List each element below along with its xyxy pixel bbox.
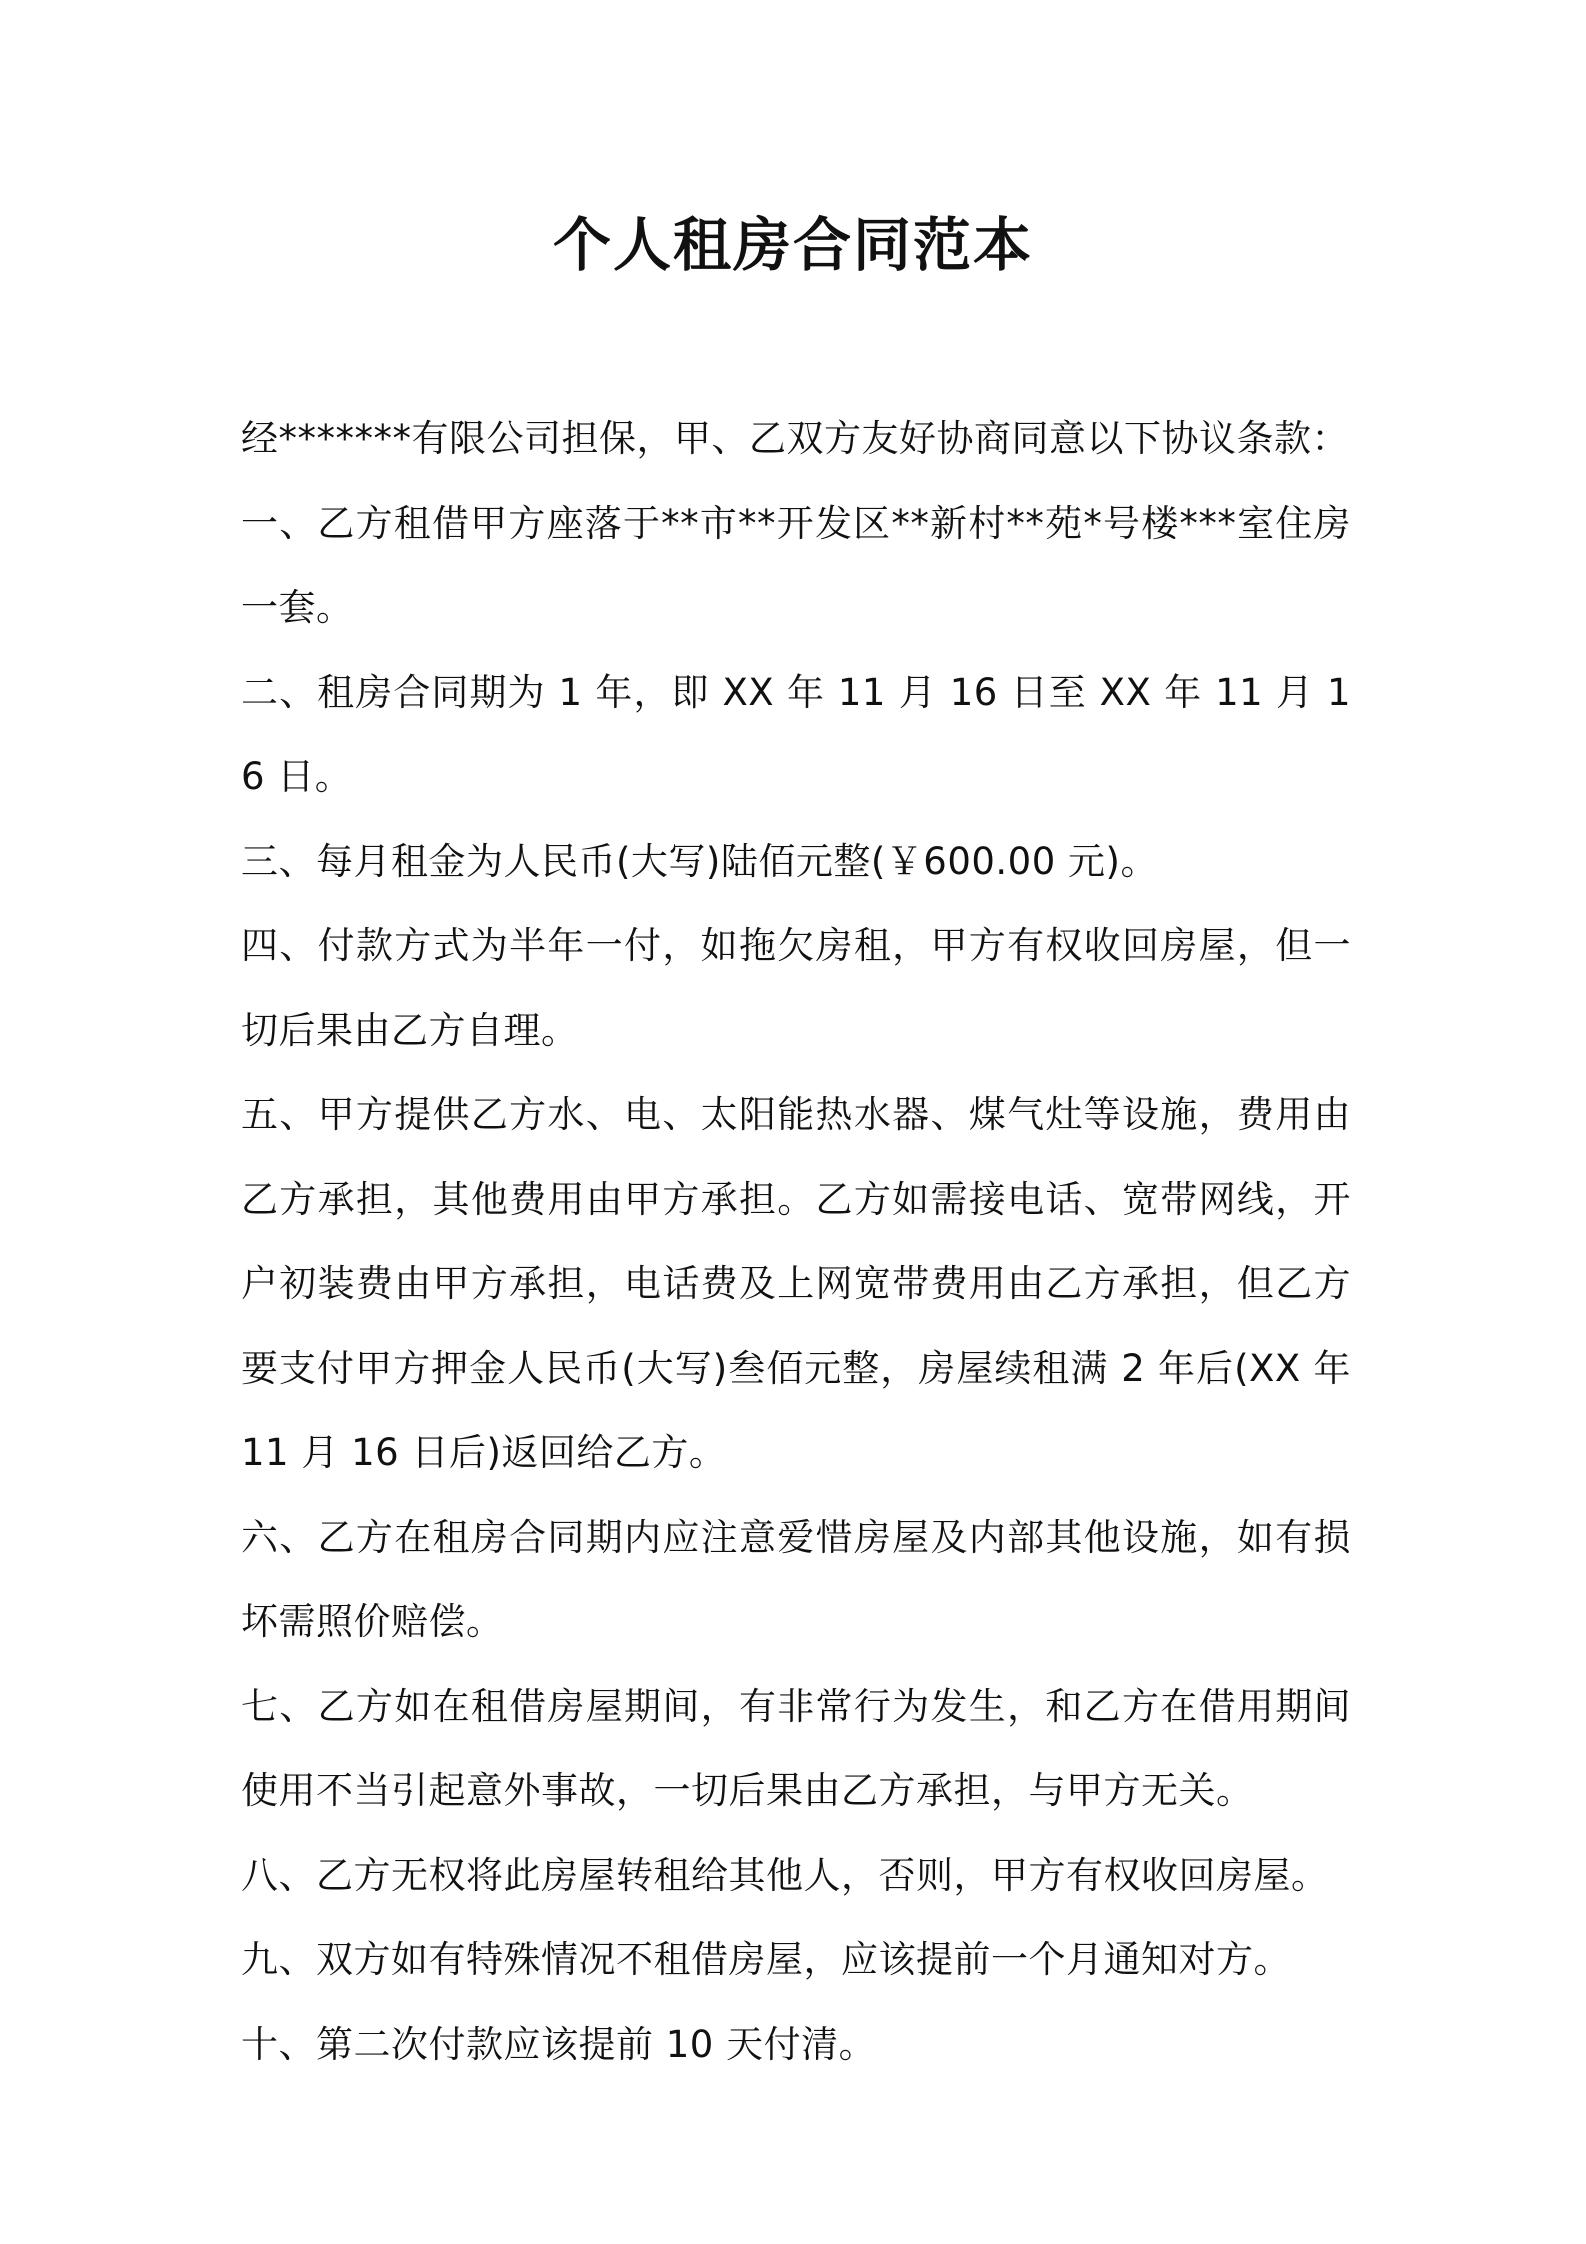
clause-9: 九、双方如有特殊情况不租借房屋，应该提前一个月通知对方。 — [241, 1938, 1291, 1981]
clause-6: 六、乙方在租房合同期内应注意爱惜房屋及内部其他设施，如有损坏需照价赔偿。 — [241, 1515, 1351, 1643]
document-title: 个人租房合同范本 — [552, 211, 1033, 279]
document-body — [241, 397, 1351, 2087]
clause-5: 五、甲方提供乙方水、电、太阳能热水器、煤气灶等设施，费用由乙方承担，其他费用由甲方承担。乙方如需接电话、宽带网线，开户初装费由甲方承担，电话费及上网宽带费用由乙方承担，但乙方要支付甲方押金人民币(大写)叁佰元整，房屋续租满 2 年后(XX 年 11 月 16 日后)返回给乙方。 — [241, 1093, 1351, 1474]
clause-4: 四、付款方式为半年一付，如拖欠房租，甲方有权收回房屋，但一切后果由乙方自理。 — [241, 924, 1351, 1052]
clause-2: 二、租房合同期为 1 年，即 XX 年 11 月 16 日至 XX 年 11 月 16 日。 — [241, 670, 1351, 798]
clause-3: 三、每月租金为人民币(大写)陆佰元整(￥600.00 元)。 — [241, 839, 1158, 883]
intro-paragraph: 经*******有限公司担保，甲、乙双方友好协商同意以下协议条款： — [241, 417, 1349, 460]
clause-7: 七、乙方如在租借房屋期间，有非常行为发生，和乙方在借用期间使用不当引起意外事故，一切后果由乙方承担，与甲方无关。 — [241, 1684, 1351, 1812]
clause-1: 一、乙方租借甲方座落于**市**开发区**新村**苑*号楼***室住房一套。 — [241, 501, 1351, 629]
clause-10: 十、第二次付款应该提前 10 天付清。 — [241, 2022, 877, 2066]
clause-8: 八、乙方无权将此房屋转租给其他人，否则，甲方有权收回房屋。 — [241, 1853, 1329, 1897]
